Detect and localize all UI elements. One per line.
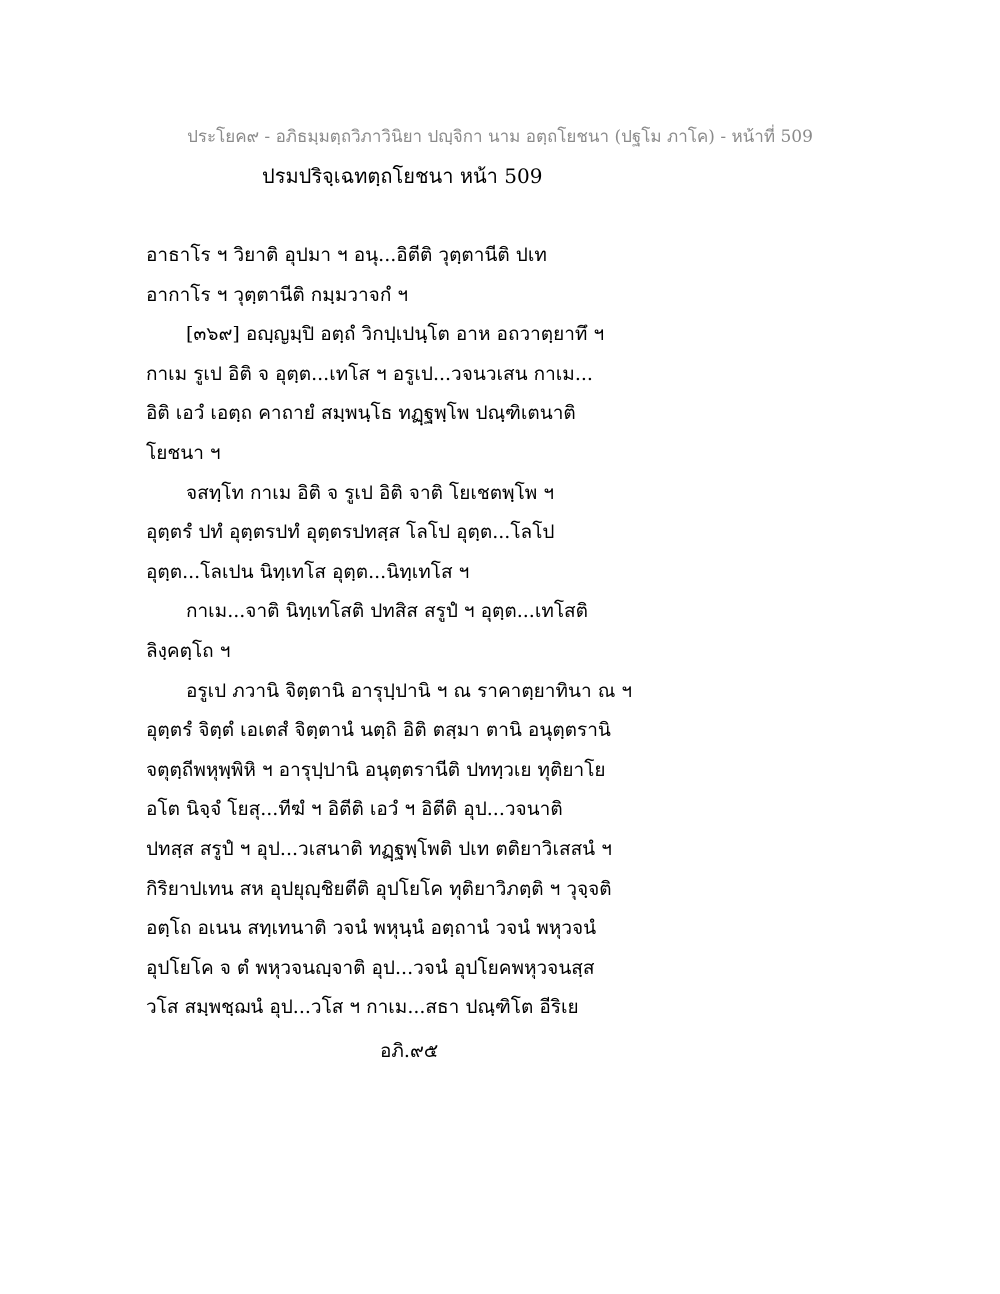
text-line: อุตฺตรํ ปทํ อุตฺตรปทํ อุตฺตรปทสฺส โลโป อุตฺต...โลโป (146, 521, 555, 544)
text-line: อากาโร ฯ วุตฺตานีติ กมฺมวาจกํ ฯ (146, 283, 409, 306)
page-heading: ปรมปริจฺเฉทตฺถโยชนา หน้า 509 (262, 164, 543, 188)
text-line: อรูเป ภวานิ จิตฺตานิ อารุปฺปานิ ฯ ณ ราคาตฺยาทินา ณ ฯ (186, 679, 633, 702)
text-line: อโต นิจฺจํ โยสุ...ทีฆํ ฯ อิตีติ เอวํ ฯ อิตีติ อุป...วจนาติ (146, 798, 563, 821)
text-line: อุตฺตรํ จิตฺตํ เอเตสํ จิตฺตานํ นตฺถิ อิติ ตสฺมา ตานิ อนุตฺตรานิ (146, 719, 611, 742)
text-line: จตุตฺถีพหุพฺพิหิ ฯ อารุปฺปานิ อนุตฺตรานีติ ปททฺวเย ทุติยาโย (146, 758, 606, 781)
text-line: วโส สมฺพชฺฌนํ อุป...วโส ฯ กาเม...สธา ปณฺฑิโต อีริเย (146, 996, 579, 1019)
text-line: จสทฺโท กาเม อิติ จ รูเป อิติ จาติ โยเชตพฺโพ ฯ (186, 481, 555, 504)
text-line: โยชนา ฯ (146, 441, 221, 464)
text-line: อุตฺต...โลเปน นิทฺเทโส อุตฺต...นิทฺเทโส ฯ (146, 560, 470, 583)
text-line: อุปโยโค จ ตํ พหุวจนญฺจาติ อุป...วจนํ อุปโยคพหุวจนสฺส (146, 956, 595, 979)
text-line: ลิงฺคตฺโถ ฯ (146, 639, 231, 662)
text-line: กิริยาปเทน สห อุปยุญฺชิยตีติ อุปโยโค ทุติยาวิภตฺติ ฯ วุจฺจติ (146, 877, 612, 900)
text-line: ปทสฺส สรูปํ ฯ อุป...วเสนาติ ทฏฺฐพฺโพติ ปเท ตติยาวิเสสนํ ฯ (146, 837, 612, 860)
text-line: อิติ เอวํ เอตฺถ คาถายํ สมฺพนฺโธ ทฏฺฐพฺโพ ปณฺฑิเตนาติ (146, 402, 576, 425)
text-line: กาเม รูเป อิติ จ อุตฺต...เทโส ฯ อรูเป...วจนวเสน กาเม... (146, 362, 593, 385)
running-header: ประโยค๙ - อภิธมฺมตฺถวิภาวินิยา ปญฺจิกา นาม อตฺถโยชนา (ปฐโม ภาโค) - หน้าที่ 509 (187, 127, 813, 147)
text-line: อาธาโร ฯ วิยาติ อุปมา ฯ อนุ...อิตีติ วุตฺตานีติ ปเท (146, 244, 547, 266)
page-footer-mark: อภิ.๙๕ (380, 1040, 439, 1062)
text-line: กาเม...จาติ นิทฺเทโสติ ปทสิส สรูปํ ฯ อุตฺต...เทโสติ (186, 600, 588, 623)
text-line: [๓๖๙] อญฺญมฺปิ อตฺถํ วิกปฺเปนฺโต อาห อถวาตฺยาทึ ฯ (186, 323, 605, 346)
text-line: อตฺโถ อเนน สทฺเทนาติ วจนํ พหุนฺนํ อตฺถานํ วจนํ พหุวจนํ (146, 917, 597, 940)
body-text (146, 236, 846, 1028)
